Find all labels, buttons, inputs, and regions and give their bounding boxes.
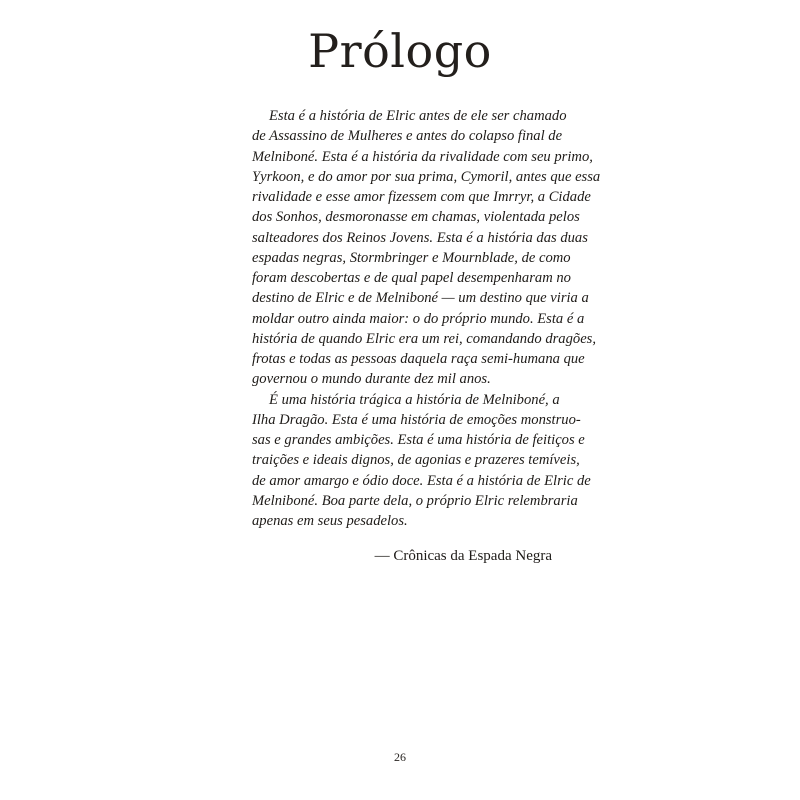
page-number: 26 bbox=[394, 750, 406, 764]
text-line: É uma história trágica a história de Melniboné, a bbox=[269, 391, 560, 408]
text-line: governou o mundo durante dez mil anos. bbox=[252, 371, 491, 388]
prologue-body bbox=[252, 106, 601, 531]
text-line: frotas e todas as pessoas daquela raça semi-humana que bbox=[252, 351, 585, 367]
text-line: moldar outro ainda maior: o do próprio mundo. Esta é a bbox=[252, 310, 585, 327]
text-line: espadas negras, Stormbringer e Mournblade, de como bbox=[252, 249, 571, 266]
text-line: salteadores dos Reinos Jovens. Esta é a história das duas bbox=[252, 229, 588, 246]
text-line: sas e grandes ambições. Esta é uma história de feitiços e bbox=[252, 432, 585, 448]
text-line: de Assassino de Mulheres e antes do colapso final de bbox=[252, 128, 563, 145]
text-line: apenas em seus pesadelos. bbox=[252, 513, 408, 529]
chapter-title: Prólogo bbox=[308, 24, 492, 78]
text-line: foram descobertas e de qual papel desempenharam no bbox=[252, 270, 571, 286]
text-line: de amor amargo e ódio doce. Esta é a história de Elric de bbox=[252, 472, 591, 489]
text-line: história de quando Elric era um rei, comandando dragões, bbox=[252, 330, 597, 347]
text-line: Melniboné. Esta é a história da rivalidade com seu primo, bbox=[252, 148, 593, 165]
text-line: Yyrkoon, e do amor por sua prima, Cymoril, antes que essa bbox=[252, 168, 601, 185]
text-line: Melniboné. Boa parte dela, o próprio Elric relembraria bbox=[252, 492, 578, 509]
text-line: Esta é a história de Elric antes de ele ser chamado bbox=[269, 108, 567, 124]
attribution: — Crônicas da Espada Negra bbox=[374, 548, 552, 564]
text-line: Ilha Dragão. Esta é uma história de emoções monstruo- bbox=[252, 411, 581, 428]
text-line: dos Sonhos, desmoronasse em chamas, violentada pelos bbox=[252, 209, 580, 226]
text-line: traições e ideais dignos, de agonias e prazeres temíveis, bbox=[252, 452, 580, 469]
text-line: destino de Elric e de Melniboné — um destino que viria a bbox=[252, 290, 589, 307]
text-line: rivalidade e esse amor fizessem com que Imrryr, a Cidade bbox=[252, 189, 591, 205]
